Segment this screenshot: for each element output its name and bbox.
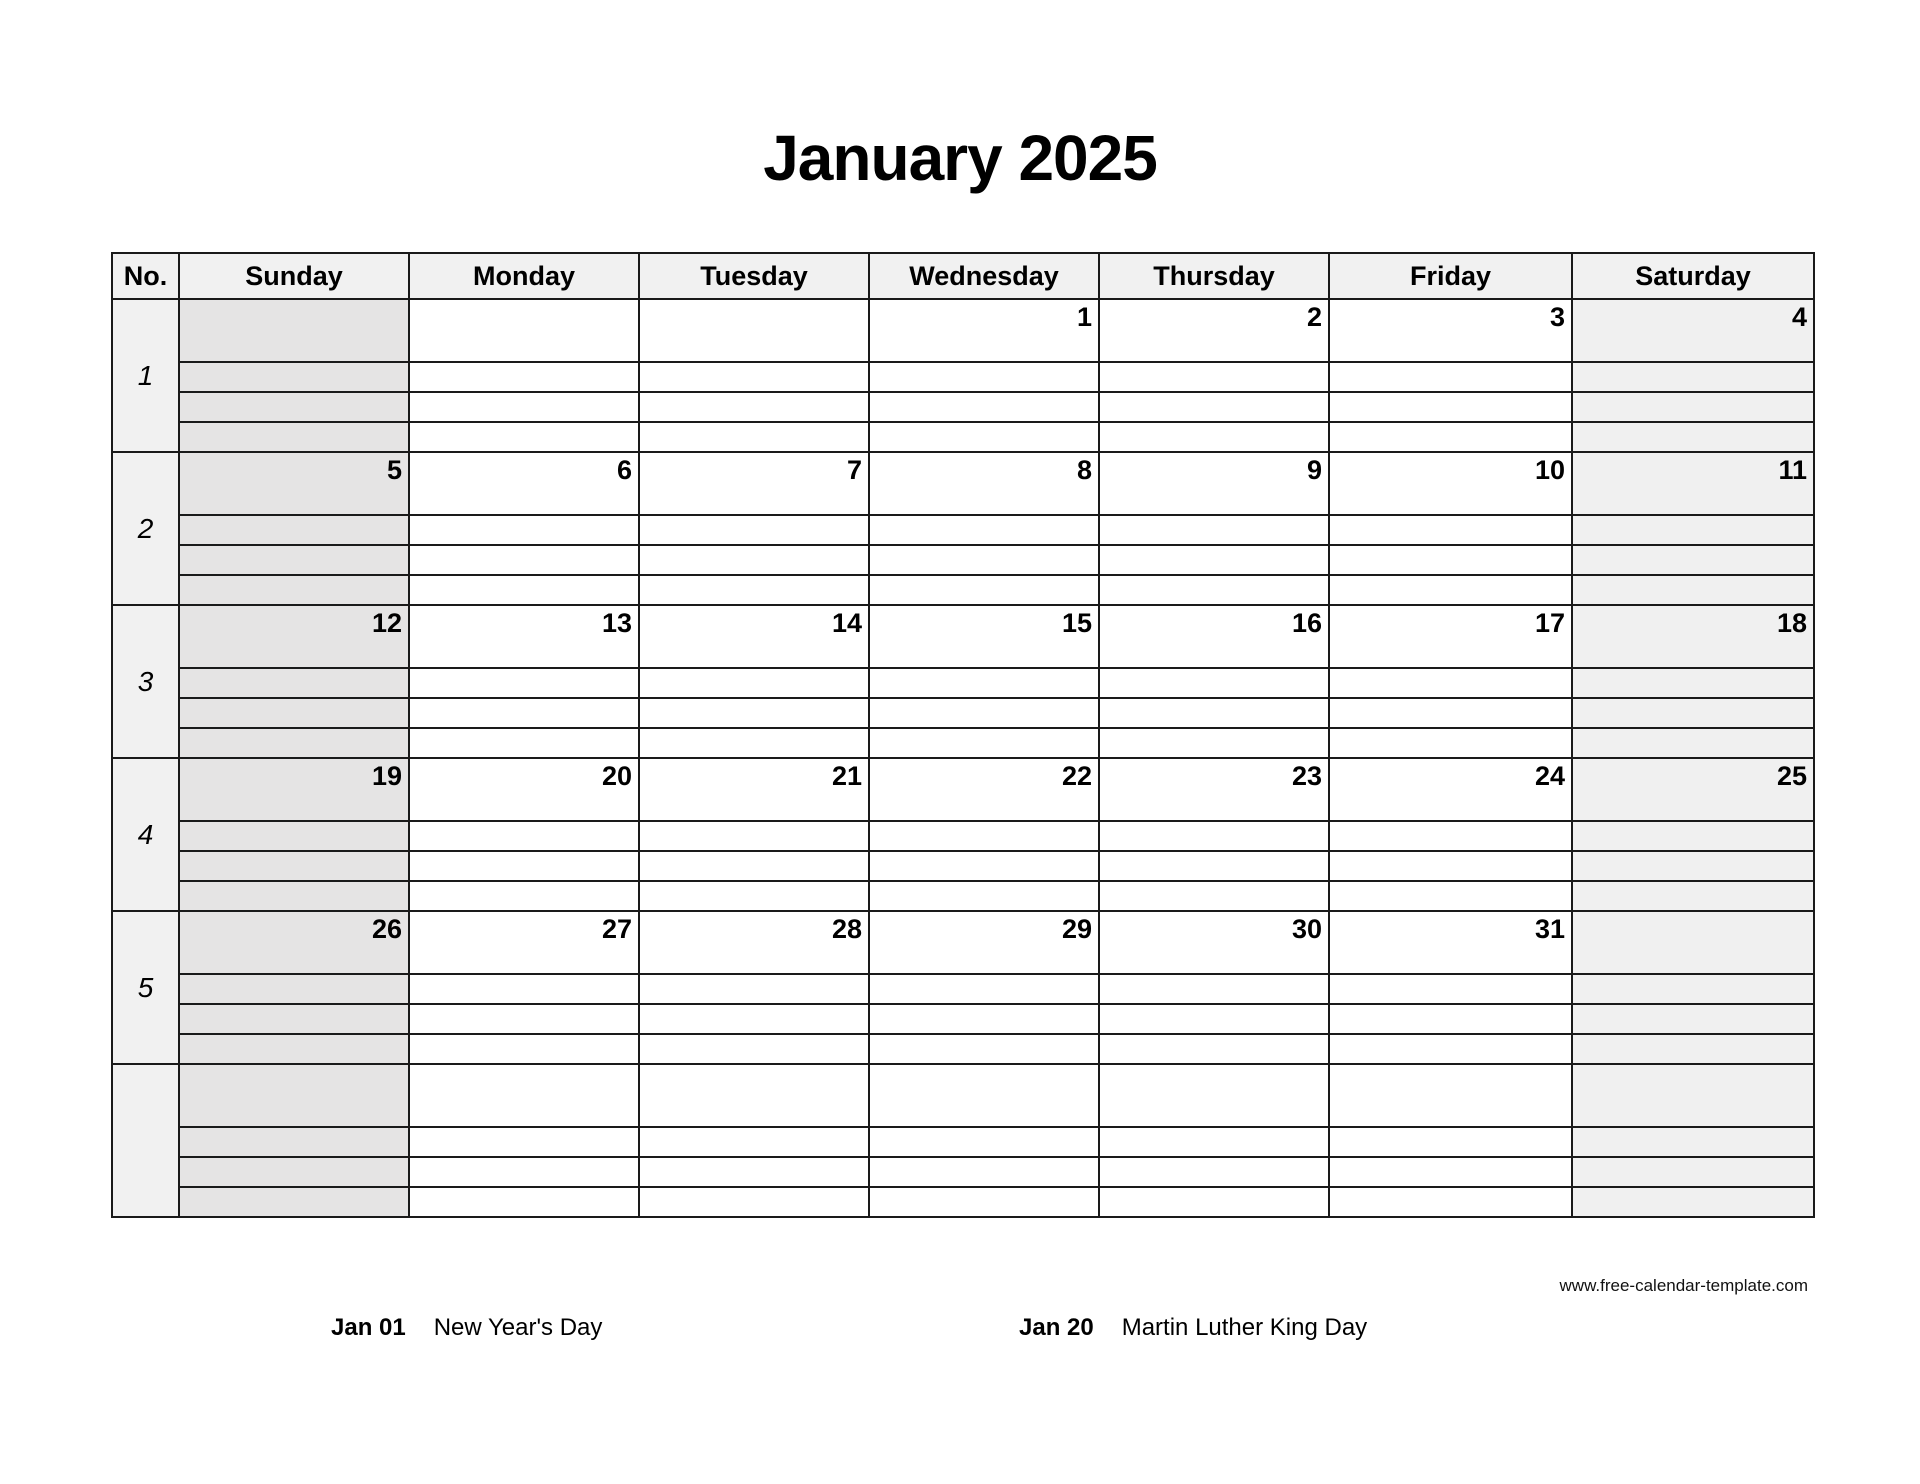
note-line-sunday[interactable] (179, 545, 409, 575)
header-wednesday: Wednesday (869, 253, 1099, 299)
note-line-saturday[interactable] (1572, 575, 1814, 605)
note-line-saturday[interactable] (1572, 392, 1814, 422)
note-line-saturday[interactable] (1572, 851, 1814, 881)
day-number: 23 (1291, 761, 1322, 791)
note-line-sunday[interactable] (179, 698, 409, 728)
note-line-wednesday[interactable] (869, 821, 1099, 851)
day-number: 12 (371, 608, 402, 638)
note-line-tuesday[interactable] (639, 1034, 869, 1064)
day-cell-thursday[interactable] (1099, 299, 1329, 362)
day-number: 5 (386, 455, 402, 485)
day-number: 17 (1534, 608, 1565, 638)
header-saturday: Saturday (1572, 253, 1814, 299)
day-number (1322, 1076, 1328, 1078)
day-cell-friday[interactable] (1329, 299, 1572, 362)
day-number (402, 311, 408, 313)
calendar-title: January 2025 (763, 122, 1157, 194)
note-line-wednesday[interactable] (869, 668, 1099, 698)
note-line-row (112, 515, 1814, 545)
note-line-saturday[interactable] (1572, 881, 1814, 911)
day-cell-monday[interactable] (409, 452, 639, 515)
note-line-row (112, 1157, 1814, 1187)
note-line-sunday[interactable] (179, 1157, 409, 1187)
note-line-wednesday[interactable] (869, 881, 1099, 911)
day-number (1092, 1076, 1098, 1078)
note-line-row (112, 422, 1814, 452)
day-cell-wednesday[interactable] (869, 452, 1099, 515)
note-line-thursday[interactable] (1099, 515, 1329, 545)
note-line-friday[interactable] (1329, 974, 1572, 1004)
day-cell-monday[interactable] (409, 758, 639, 821)
note-line-monday[interactable] (409, 1004, 639, 1034)
note-line-friday[interactable] (1329, 1004, 1572, 1034)
header-monday: Monday (409, 253, 639, 299)
note-line-row (112, 575, 1814, 605)
holiday-name: Martin Luther King Day (1121, 1314, 1368, 1341)
note-line-thursday[interactable] (1099, 1004, 1329, 1034)
note-line-tuesday[interactable] (639, 881, 869, 911)
note-line-row (112, 851, 1814, 881)
note-line-monday[interactable] (409, 422, 639, 452)
note-line-thursday[interactable] (1099, 974, 1329, 1004)
day-number: 31 (1534, 914, 1565, 944)
note-line-sunday[interactable] (179, 1187, 409, 1217)
note-line-thursday[interactable] (1099, 1034, 1329, 1064)
note-line-tuesday[interactable] (639, 1157, 869, 1187)
day-cell-wednesday[interactable] (869, 1064, 1099, 1127)
note-line-tuesday[interactable] (639, 1127, 869, 1157)
note-line-sunday[interactable] (179, 668, 409, 698)
note-line-wednesday[interactable] (869, 545, 1099, 575)
day-cell-wednesday[interactable] (869, 911, 1099, 974)
day-number: 24 (1534, 761, 1565, 791)
day-cell-tuesday[interactable] (639, 299, 869, 362)
note-line-wednesday[interactable] (869, 422, 1099, 452)
note-line-saturday[interactable] (1572, 362, 1814, 392)
day-cell-saturday[interactable] (1572, 911, 1814, 974)
note-line-saturday[interactable] (1572, 422, 1814, 452)
note-line-monday[interactable] (409, 1187, 639, 1217)
note-line-saturday[interactable] (1572, 1187, 1814, 1217)
day-number: 26 (371, 914, 402, 944)
day-cell-thursday[interactable] (1099, 605, 1329, 668)
week-number: 3 (112, 605, 179, 758)
note-line-thursday[interactable] (1099, 362, 1329, 392)
note-line-monday[interactable] (409, 851, 639, 881)
note-line-thursday[interactable] (1099, 392, 1329, 422)
header-thursday: Thursday (1099, 253, 1329, 299)
note-line-saturday[interactable] (1572, 821, 1814, 851)
note-line-sunday[interactable] (179, 515, 409, 545)
day-cell-sunday[interactable] (179, 1064, 409, 1127)
note-line-thursday[interactable] (1099, 728, 1329, 758)
header-friday: Friday (1329, 253, 1572, 299)
note-line-friday[interactable] (1329, 1127, 1572, 1157)
note-line-sunday[interactable] (179, 881, 409, 911)
week-row (112, 911, 1814, 974)
day-cell-friday[interactable] (1329, 758, 1572, 821)
day-cell-tuesday[interactable] (639, 1064, 869, 1127)
note-line-row (112, 698, 1814, 728)
holiday-item (331, 1314, 602, 1342)
day-number: 1 (1076, 302, 1092, 332)
note-line-sunday[interactable] (179, 851, 409, 881)
note-line-tuesday[interactable] (639, 851, 869, 881)
note-line-wednesday[interactable] (869, 1127, 1099, 1157)
day-cell-saturday[interactable] (1572, 605, 1814, 668)
day-number: 14 (831, 608, 862, 638)
day-cell-wednesday[interactable] (869, 605, 1099, 668)
note-line-friday[interactable] (1329, 575, 1572, 605)
note-line-friday[interactable] (1329, 1187, 1572, 1217)
day-cell-sunday[interactable] (179, 299, 409, 362)
note-line-saturday[interactable] (1572, 698, 1814, 728)
day-cell-monday[interactable] (409, 1064, 639, 1127)
day-number: 11 (1778, 455, 1807, 485)
note-line-saturday[interactable] (1572, 728, 1814, 758)
note-line-monday[interactable] (409, 1034, 639, 1064)
note-line-tuesday[interactable] (639, 362, 869, 392)
day-number: 6 (616, 455, 632, 485)
note-line-saturday[interactable] (1572, 1034, 1814, 1064)
note-line-tuesday[interactable] (639, 545, 869, 575)
week-number (112, 1064, 179, 1217)
day-number: 10 (1534, 455, 1565, 485)
day-number: 22 (1061, 761, 1092, 791)
day-number (1807, 923, 1813, 925)
note-line-friday[interactable] (1329, 515, 1572, 545)
day-cell-sunday[interactable] (179, 452, 409, 515)
week-row (112, 1064, 1814, 1127)
note-line-sunday[interactable] (179, 1127, 409, 1157)
day-number: 7 (846, 455, 862, 485)
note-line-monday[interactable] (409, 545, 639, 575)
note-line-thursday[interactable] (1099, 545, 1329, 575)
note-line-friday[interactable] (1329, 881, 1572, 911)
note-line-saturday[interactable] (1572, 1157, 1814, 1187)
day-number: 30 (1291, 914, 1322, 944)
week-number: 5 (112, 911, 179, 1064)
note-line-monday[interactable] (409, 821, 639, 851)
day-number (1807, 1076, 1813, 1078)
day-number: 21 (831, 761, 862, 791)
day-number (1565, 1076, 1571, 1078)
day-number: 27 (601, 914, 632, 944)
note-line-thursday[interactable] (1099, 1127, 1329, 1157)
day-number: 13 (601, 608, 632, 638)
day-cell-wednesday[interactable] (869, 758, 1099, 821)
note-line-thursday[interactable] (1099, 575, 1329, 605)
week-row (112, 605, 1814, 668)
note-line-monday[interactable] (409, 515, 639, 545)
website-credit: www.free-calendar-template.com (1559, 1276, 1808, 1295)
note-line-tuesday[interactable] (639, 698, 869, 728)
week-number: 2 (112, 452, 179, 605)
note-line-sunday[interactable] (179, 422, 409, 452)
day-cell-monday[interactable] (409, 911, 639, 974)
note-line-thursday[interactable] (1099, 1187, 1329, 1217)
note-line-friday[interactable] (1329, 851, 1572, 881)
note-line-saturday[interactable] (1572, 545, 1814, 575)
note-line-tuesday[interactable] (639, 974, 869, 1004)
day-number: 2 (1306, 302, 1322, 332)
day-number: 9 (1306, 455, 1322, 485)
note-line-sunday[interactable] (179, 575, 409, 605)
note-line-sunday[interactable] (179, 392, 409, 422)
week-number: 1 (112, 299, 179, 452)
day-cell-sunday[interactable] (179, 605, 409, 668)
day-number: 19 (371, 761, 402, 791)
header-tuesday: Tuesday (639, 253, 869, 299)
note-line-saturday[interactable] (1572, 1127, 1814, 1157)
day-number (862, 311, 868, 313)
note-line-friday[interactable] (1329, 362, 1572, 392)
calendar-grid (111, 252, 1815, 1218)
day-number: 29 (1061, 914, 1092, 944)
note-line-friday[interactable] (1329, 668, 1572, 698)
day-cell-wednesday[interactable] (869, 299, 1099, 362)
week-number: 4 (112, 758, 179, 911)
note-line-row (112, 881, 1814, 911)
note-line-sunday[interactable] (179, 362, 409, 392)
note-line-thursday[interactable] (1099, 851, 1329, 881)
note-line-sunday[interactable] (179, 821, 409, 851)
note-line-row (112, 728, 1814, 758)
note-line-friday[interactable] (1329, 1157, 1572, 1187)
note-line-wednesday[interactable] (869, 851, 1099, 881)
note-line-saturday[interactable] (1572, 668, 1814, 698)
note-line-thursday[interactable] (1099, 422, 1329, 452)
note-line-monday[interactable] (409, 362, 639, 392)
note-line-monday[interactable] (409, 575, 639, 605)
note-line-tuesday[interactable] (639, 1004, 869, 1034)
day-number: 3 (1549, 302, 1565, 332)
day-cell-monday[interactable] (409, 605, 639, 668)
note-line-wednesday[interactable] (869, 728, 1099, 758)
note-line-sunday[interactable] (179, 1034, 409, 1064)
note-line-tuesday[interactable] (639, 668, 869, 698)
note-line-friday[interactable] (1329, 698, 1572, 728)
note-line-wednesday[interactable] (869, 1187, 1099, 1217)
holiday-date: Jan 01 (331, 1314, 406, 1341)
day-cell-tuesday[interactable] (639, 452, 869, 515)
day-number (632, 311, 638, 313)
note-line-friday[interactable] (1329, 545, 1572, 575)
day-cell-saturday[interactable] (1572, 758, 1814, 821)
note-line-row (112, 1004, 1814, 1034)
day-number: 28 (831, 914, 862, 944)
day-cell-friday[interactable] (1329, 452, 1572, 515)
day-number: 20 (601, 761, 632, 791)
note-line-monday[interactable] (409, 698, 639, 728)
day-cell-tuesday[interactable] (639, 605, 869, 668)
day-number: 8 (1076, 455, 1092, 485)
note-line-thursday[interactable] (1099, 698, 1329, 728)
day-cell-tuesday[interactable] (639, 911, 869, 974)
note-line-monday[interactable] (409, 668, 639, 698)
note-line-row (112, 545, 1814, 575)
day-number: 16 (1291, 608, 1322, 638)
note-line-friday[interactable] (1329, 392, 1572, 422)
note-line-sunday[interactable] (179, 728, 409, 758)
note-line-tuesday[interactable] (639, 821, 869, 851)
note-line-saturday[interactable] (1572, 974, 1814, 1004)
day-number: 4 (1791, 302, 1807, 332)
day-cell-thursday[interactable] (1099, 1064, 1329, 1127)
note-line-wednesday[interactable] (869, 362, 1099, 392)
note-line-thursday[interactable] (1099, 881, 1329, 911)
day-cell-sunday[interactable] (179, 758, 409, 821)
note-line-wednesday[interactable] (869, 575, 1099, 605)
day-cell-friday[interactable] (1329, 605, 1572, 668)
holiday-date: Jan 20 (1019, 1314, 1094, 1341)
header-row (112, 253, 1814, 299)
note-line-row (112, 1187, 1814, 1217)
note-line-monday[interactable] (409, 728, 639, 758)
note-line-thursday[interactable] (1099, 668, 1329, 698)
holiday-name: New Year's Day (433, 1314, 603, 1341)
note-line-wednesday[interactable] (869, 1034, 1099, 1064)
note-line-monday[interactable] (409, 1157, 639, 1187)
note-line-row (112, 362, 1814, 392)
day-cell-thursday[interactable] (1099, 911, 1329, 974)
header-sunday: Sunday (179, 253, 409, 299)
note-line-row (112, 668, 1814, 698)
note-line-tuesday[interactable] (639, 392, 869, 422)
day-cell-tuesday[interactable] (639, 758, 869, 821)
note-line-wednesday[interactable] (869, 1157, 1099, 1187)
note-line-sunday[interactable] (179, 974, 409, 1004)
holiday-item (1019, 1314, 1367, 1342)
note-line-monday[interactable] (409, 881, 639, 911)
note-line-saturday[interactable] (1572, 515, 1814, 545)
note-line-wednesday[interactable] (869, 515, 1099, 545)
day-number (402, 1076, 408, 1078)
note-line-row (112, 1034, 1814, 1064)
note-line-thursday[interactable] (1099, 1157, 1329, 1187)
note-line-monday[interactable] (409, 974, 639, 1004)
day-cell-thursday[interactable] (1099, 452, 1329, 515)
day-number: 18 (1776, 608, 1807, 638)
day-cell-thursday[interactable] (1099, 758, 1329, 821)
day-cell-saturday[interactable] (1572, 1064, 1814, 1127)
note-line-tuesday[interactable] (639, 728, 869, 758)
note-line-sunday[interactable] (179, 1004, 409, 1034)
note-line-tuesday[interactable] (639, 575, 869, 605)
day-cell-friday[interactable] (1329, 911, 1572, 974)
day-cell-friday[interactable] (1329, 1064, 1572, 1127)
day-number (862, 1076, 868, 1078)
day-cell-saturday[interactable] (1572, 452, 1814, 515)
note-line-tuesday[interactable] (639, 422, 869, 452)
note-line-friday[interactable] (1329, 422, 1572, 452)
note-line-friday[interactable] (1329, 728, 1572, 758)
week-row (112, 299, 1814, 362)
note-line-monday[interactable] (409, 1127, 639, 1157)
note-line-wednesday[interactable] (869, 392, 1099, 422)
day-cell-monday[interactable] (409, 299, 639, 362)
note-line-wednesday[interactable] (869, 974, 1099, 1004)
note-line-thursday[interactable] (1099, 821, 1329, 851)
note-line-row (112, 974, 1814, 1004)
note-line-tuesday[interactable] (639, 1187, 869, 1217)
note-line-monday[interactable] (409, 392, 639, 422)
day-number: 15 (1061, 608, 1092, 638)
note-line-tuesday[interactable] (639, 515, 869, 545)
week-row (112, 758, 1814, 821)
note-line-row (112, 1127, 1814, 1157)
note-line-wednesday[interactable] (869, 1004, 1099, 1034)
week-row (112, 452, 1814, 515)
day-cell-sunday[interactable] (179, 911, 409, 974)
day-number (632, 1076, 638, 1078)
day-cell-saturday[interactable] (1572, 299, 1814, 362)
note-line-row (112, 821, 1814, 851)
header-week-no: No. (112, 253, 179, 299)
note-line-friday[interactable] (1329, 821, 1572, 851)
note-line-wednesday[interactable] (869, 698, 1099, 728)
note-line-friday[interactable] (1329, 1034, 1572, 1064)
note-line-row (112, 392, 1814, 422)
note-line-saturday[interactable] (1572, 1004, 1814, 1034)
day-number: 25 (1776, 761, 1807, 791)
